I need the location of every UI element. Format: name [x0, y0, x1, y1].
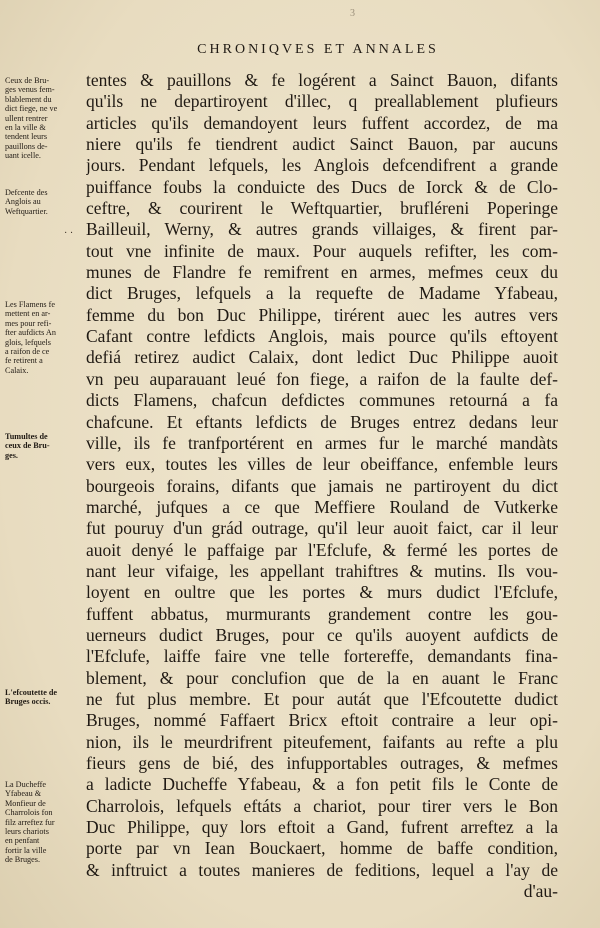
margin-note-line: Calaix.	[5, 365, 29, 375]
text-line: a ladicte Ducheffe Yfabeau, & a fon petit fils le Conte de	[86, 774, 558, 795]
margin-note-english-landing	[5, 188, 85, 216]
text-line: bourgeois forains, difants que jamais ne partiroyent du dict	[86, 475, 558, 496]
text-line: & inftruict a toutes manieres de feditions, lequel a l'ay de	[86, 859, 558, 880]
margin-note-line: Bruges occis.	[5, 697, 51, 707]
margin-note-line: La Ducheffe	[5, 780, 46, 789]
text-line: articles qu'ils demandoyent leurs fuffent accordez, de ma	[86, 112, 558, 133]
margin-note-line: en penfant	[5, 836, 40, 846]
margin-note-bruges-siege	[5, 76, 85, 161]
page-mark: 3	[350, 8, 355, 19]
text-line: jours. Pendant lefquels, les Anglois defcendifrent a grande	[86, 155, 558, 176]
margin-note-line: ullent rentrer	[5, 113, 48, 123]
margin-note-line: mes pour refi-	[5, 318, 52, 328]
margin-note-line: fter aufdicts An	[5, 328, 56, 338]
margin-note-line: en la ville &	[5, 123, 46, 133]
margin-note-line: pauillons de-	[5, 141, 48, 151]
text-line: dict Bruges, lefquels a la requefte de Madame Yfabeau,	[86, 283, 558, 304]
text-line: Bailleuil, Werny, & autres grands villaiges, & firent par-	[86, 219, 558, 240]
text-line: puiffance foubs la conduicte des Ducs de Iorck & de Clo-	[86, 176, 558, 197]
main-text-block	[86, 70, 558, 902]
margin-note-bruges-tumults	[5, 432, 85, 460]
margin-note-line: filz arreftez fur	[5, 817, 55, 827]
text-line: niere qu'ils fe tiendrent audict Sainct Bauon, par aucuns	[86, 134, 558, 155]
text-line: Charrolois, lefquels eftáts a chariot, pour tirer vers le Bon	[86, 795, 558, 816]
text-line: vers eux, toutes les villes de leur obeiffance, enfemble leurs	[86, 454, 558, 475]
margin-note-escoutette-killed	[5, 688, 85, 707]
margin-note-line: Monfieur de	[5, 798, 46, 808]
margin-note-line: Defcente des	[5, 188, 48, 197]
margin-note-line: Tumultes de	[5, 432, 48, 441]
margin-note-line: Les Flamens fe	[5, 300, 56, 309]
margin-note-flemish-arms	[5, 300, 85, 375]
text-line: nant leur vifaige, les appellant trahiftres & mutins. Ils vou-	[86, 560, 558, 581]
margin-note-line: Ceux de Bru-	[5, 76, 50, 85]
text-line: femme du bon Duc Philippe, tirérent auec les autres vers	[86, 304, 558, 325]
text-line: auoit denyé le paffaige par l'Efclufe, & fermé les portes de	[86, 539, 558, 560]
text-line: ceftre, & courirent le Weftquartier, brufléreni Poperinge	[86, 198, 558, 219]
margin-note-line: Charrolois fon	[5, 808, 53, 818]
text-line: dicts Flamens, chafcun defdictes communes retourná a fa	[86, 390, 558, 411]
text-line: fuffent abbatus, murmurants grandement contre les gou-	[86, 603, 558, 624]
text-line: tout vne infinite de maux. Pour auquels refifter, les com-	[86, 240, 558, 261]
margin-note-line: mettent en ar-	[5, 309, 51, 319]
running-title: CHRONIQVES ET ANNALES	[197, 42, 439, 57]
margin-note-line: a raifon de ce	[5, 347, 50, 357]
text-line: tentes & pauillons & fe logérent a Sainct Bauon, difants	[86, 70, 558, 90]
margin-note-line: Yfabeau &	[5, 789, 42, 799]
text-line: ville, ils fe tranfportérent en armes fur le marché mandàts	[86, 432, 558, 453]
text-line: fieurs gens de bié, des infupportables outrages, & mefmes	[86, 753, 558, 773]
margin-note-line: ceux de Bru-	[5, 441, 50, 451]
text-line: nion, ils le meurdrifrent piteufement, faifants au refte a plu	[86, 731, 558, 752]
text-line: qu'ils ne departiroyent d'illec, q preallablement plufieurs	[86, 91, 558, 112]
margin-note-duchess-arrested	[5, 780, 85, 865]
margin-note-line: Anglois au	[5, 197, 41, 207]
text-line: vn peu auparauant leué fon fiege, a raifon de la faulte def-	[86, 368, 558, 389]
text-line: munes de Flandre fe remifrent en armes, mefmes ceux du	[86, 262, 558, 283]
margin-note-line: fortir la ville	[5, 845, 47, 855]
margin-note-line: dict fiege, ne ve	[5, 104, 58, 114]
margin-note-line: tendent leurs	[5, 132, 48, 142]
text-line: porte par vn Iean Bouckaert, homme de baffe condition,	[86, 838, 558, 859]
text-line: loyent en oultre que les portes & murs dudict l'Efclufe,	[86, 582, 558, 603]
margin-note-line: fe retirent a	[5, 356, 43, 366]
text-line: marché, jufques a ce que Meffiere Rouland de Vutkerke	[86, 496, 558, 517]
margin-note-line: ges.	[5, 450, 18, 460]
margin-note-line: uant icelle.	[5, 151, 41, 161]
text-line: defiá retirez audict Calaix, dont ledict Duc Philippe auoit	[86, 347, 558, 368]
margin-note-line: de Bruges.	[5, 855, 41, 865]
text-line: Bruges, nommé Faffaert Bricx eftoit contraire a leur opi-	[86, 710, 558, 731]
text-line: ne fut plus membre. Et pour autát que l'Efcoutette dudict	[86, 688, 558, 709]
margin-note-line: blablement du	[5, 94, 52, 104]
text-line: uerneurs dudict Bruges, pour ce qu'ils auoyent aufdicts de	[86, 624, 558, 645]
text-line: fut pouruy d'un grád outrage, qu'il leur auoit faict, car il leur	[86, 518, 558, 539]
text-line: Duc Philippe, quy lors eftoit a Gand, fufrent arreftez a la	[86, 817, 558, 838]
dot-ornament-icon: · ·	[64, 228, 74, 239]
margin-note-line: leurs chariots	[5, 827, 49, 837]
text-line: blement, & pour conclufion que de la en auant le Franc	[86, 667, 558, 688]
margin-note-line: Weftquartier.	[5, 206, 48, 216]
margin-note-line: L'efcoutette de	[5, 688, 58, 697]
margin-note-line: glois, lefquels	[5, 337, 51, 347]
text-line: l'Efclufe, laiffe faire vne telle fortereffe, demandants fina-	[86, 646, 558, 667]
text-line: Cafant contre lefdicts Anglois, mais pource qu'ils eftoyent	[86, 326, 558, 347]
margin-note-line: ges venus fem-	[5, 85, 55, 95]
text-line: chafcune. Et eftants lefdicts de Bruges entrez dedans leur	[86, 411, 558, 432]
catchword: d'au-	[523, 881, 558, 902]
